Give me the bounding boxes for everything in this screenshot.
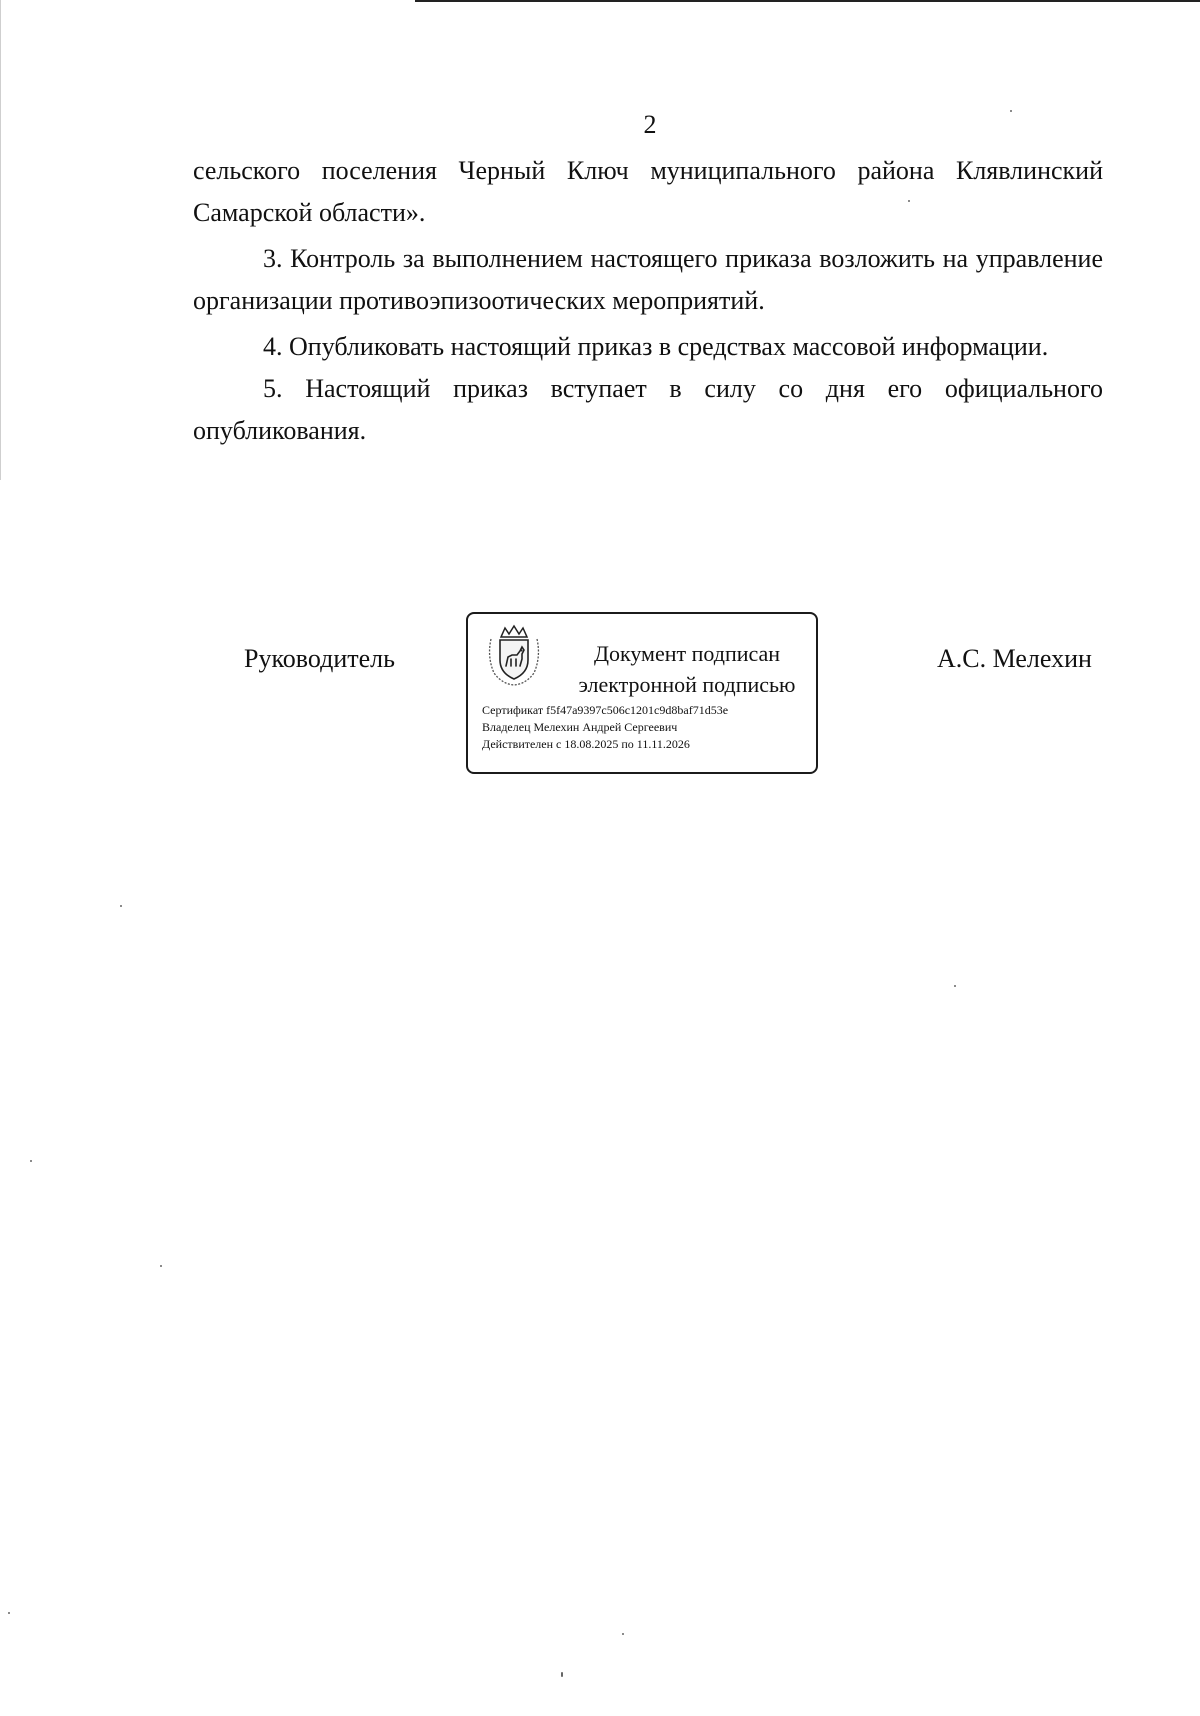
- signer-name: А.С. Мелехин: [937, 644, 1092, 673]
- scan-speck: [954, 985, 956, 987]
- top-edge-line: [415, 0, 1200, 2]
- scan-speck: [120, 905, 122, 907]
- stamp-certificate: Сертификат f5f47a9397c506c1201c9d8baf71d53e: [482, 703, 729, 717]
- scan-speck: [1010, 110, 1012, 112]
- signer-title: Руководитель: [244, 644, 395, 673]
- stamp-heading-line-2: электронной подписью: [578, 672, 796, 697]
- paragraph-item-4: 4. Опубликовать настоящий приказ в средствах массовой информации.: [263, 332, 1049, 361]
- coat-of-arms-icon: [485, 623, 543, 687]
- paragraph-item-5: 5. Настоящий приказ вступает в силу со дня его официального опубликования.: [193, 374, 1103, 445]
- stamp-validity: Действителен с 18.08.2025 по 11.11.2026: [482, 737, 690, 751]
- left-edge-line: [0, 0, 1, 480]
- scan-speck: [30, 1160, 32, 1162]
- paragraph-continuation: сельского поселения Черный Ключ муниципального района Клявлинский Самарской области».: [193, 156, 1103, 227]
- stamp-heading: [564, 638, 810, 700]
- stamp-heading-line-1: Документ подписан: [593, 641, 781, 666]
- scan-speck: [160, 1265, 162, 1267]
- document-body: [193, 150, 1103, 452]
- scan-speck: [8, 1612, 10, 1614]
- scan-speck: [622, 1633, 624, 1635]
- stamp-owner: Владелец Мелехин Андрей Сергеевич: [482, 720, 678, 734]
- page-number: 2: [643, 110, 657, 139]
- scan-speck: [561, 1672, 563, 1677]
- paragraph-item-3: 3. Контроль за выполнением настоящего приказа возложить на управление организации противоэпизоотических мероприятий.: [193, 244, 1103, 315]
- stamp-details: [482, 702, 812, 753]
- electronic-signature-stamp: [466, 612, 818, 774]
- scan-speck: [908, 200, 910, 202]
